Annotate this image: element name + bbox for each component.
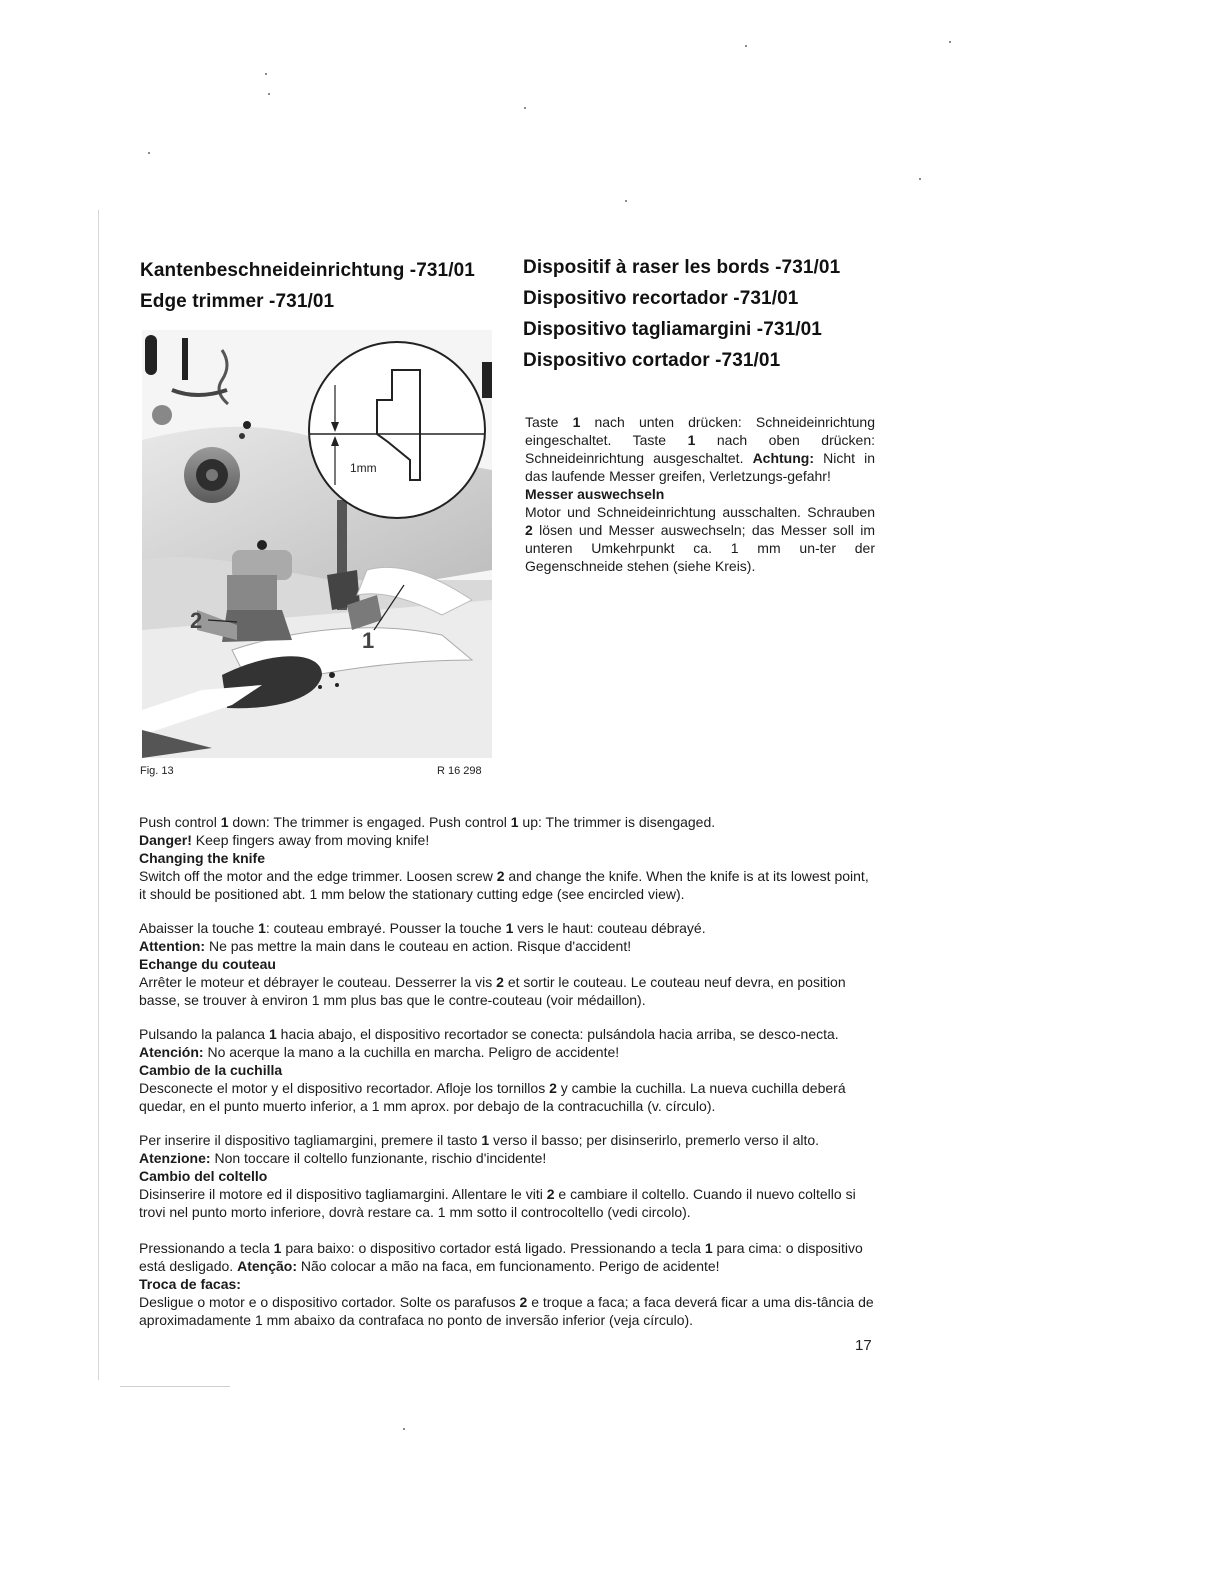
english-subheading: Changing the knife — [139, 850, 265, 866]
text: Push control — [139, 814, 221, 830]
warning-label: Atención: — [139, 1044, 204, 1060]
control-number: 1 — [269, 1026, 277, 1042]
control-number: 1 — [510, 814, 519, 830]
german-subheading: Messer auswechseln — [525, 486, 665, 502]
french-warning — [139, 937, 874, 955]
text: e troque a faca; a faca deverá ficar a uma dis-tância de aproximadamente 1 mm abaixo da contrafaca no ponto de inversão inferior (veja círculo). — [139, 1294, 874, 1328]
scan-speck — [268, 93, 270, 95]
text: nach unten drücken: Schneideinrichtung eingeschaltet. Taste — [525, 414, 875, 448]
control-number: 1 — [687, 432, 696, 448]
text: lösen und Messer auswechseln; das Messer soll im unteren Umkehrpunkt ca. 1 mm un-ter der Gegenschneide stehen (siehe Kreis). — [525, 522, 875, 574]
scan-speck — [919, 178, 921, 180]
heading-french: Dispositif à raser les bords -731/01 — [523, 257, 841, 278]
text: e cambiare il coltello. Cuando il nuevo coltello si trovi nel punto morto inferiore, dovrà restare ca. 1 mm sotto il controcoltello (vedi circolo). — [139, 1186, 856, 1220]
italian-paragraph-2 — [139, 1185, 874, 1221]
portuguese-instructions — [139, 1239, 874, 1329]
text: down: The trimmer is engaged. Push control — [228, 814, 511, 830]
italian-subheading: Cambio del coltello — [139, 1168, 268, 1184]
french-subheading: Echange du couteau — [139, 956, 276, 972]
text: para baixo: o dispositivo cortador está ligado. Pressionando a tecla — [281, 1240, 705, 1256]
text: Nicht in das laufende Messer greifen, Verletzungs-gefahr! — [525, 450, 875, 484]
inset-measure-label: 1mm — [350, 461, 377, 475]
control-number: 1 — [704, 1240, 713, 1256]
callout-1: 1 — [362, 628, 375, 653]
control-number: 1 — [572, 414, 581, 430]
screw-number: 2 — [546, 1186, 555, 1202]
figure-reference: R 16 298 — [437, 765, 482, 777]
scan-speck — [524, 107, 526, 109]
text: Taste — [525, 414, 573, 430]
text: y cambie la cuchilla. La nueva cuchilla deberá quedar, en el punto muerto inferior, a 1 mm aprox. por debajo de la contracuchilla (v. círculo). — [139, 1080, 846, 1114]
text: Pulsando la palanca — [139, 1026, 269, 1042]
german-paragraph-2 — [525, 503, 875, 575]
english-warning — [139, 831, 874, 849]
figure-label: Fig. 13 — [140, 765, 174, 777]
text: vers le haut: couteau débrayé. — [513, 920, 706, 936]
text: nach oben drücken: Schneideinrichtung ausgeschaltet. — [525, 432, 875, 466]
italian-instructions — [139, 1131, 874, 1221]
text: para cima: o dispositivo está desligado. — [139, 1240, 863, 1274]
french-paragraph-2 — [139, 973, 874, 1009]
text: Desligue o motor e o dispositivo cortador. Solte os parafusos — [139, 1294, 520, 1310]
heading-right — [523, 252, 840, 376]
scan-speck — [949, 41, 951, 43]
heading-portuguese: Dispositivo cortador -731/01 — [523, 350, 781, 371]
control-number: 1 — [505, 920, 514, 936]
page-number: 17 — [855, 1337, 872, 1354]
text: hacia abajo, el dispositivo recortador se conecta: pulsándola hacia arriba, se desco-necta. — [276, 1026, 839, 1042]
text: Keep fingers away from moving knife! — [191, 832, 430, 848]
control-number: 1 — [481, 1132, 490, 1148]
screw-number: 2 — [496, 868, 505, 884]
italian-paragraph-1 — [139, 1131, 874, 1167]
screw-number: 2 — [496, 974, 504, 990]
german-instructions — [525, 413, 875, 575]
control-number: 1 — [220, 814, 229, 830]
heading-english: Edge trimmer -731/01 — [140, 291, 335, 312]
warning-label: Atenzione: — [139, 1150, 211, 1166]
screw-number: 2 — [549, 1080, 557, 1096]
german-paragraph-1 — [525, 413, 875, 485]
text: Ne pas mettre la main dans le couteau en action. Risque d'accident! — [205, 938, 632, 954]
text: Switch off the motor and the edge trimmer. Loosen screw — [139, 868, 497, 884]
scan-bottom-line — [120, 1386, 230, 1387]
text: Motor und Schneideinrichtung ausschalten. Schrauben — [525, 504, 875, 520]
french-paragraph-1 — [139, 919, 874, 937]
control-number: 1 — [258, 920, 266, 936]
text: Não colocar a mão na faca, em funcionamento. Perigo de acidente! — [296, 1258, 720, 1274]
heading-left — [140, 255, 475, 317]
text: et sortir le couteau. Le couteau neuf devra, en position basse, se trouver à environ 1 mm plus bas que le contre-couteau (voir médaillon). — [139, 974, 846, 1008]
english-instructions — [139, 813, 874, 903]
scan-speck — [403, 1428, 405, 1430]
warning-label: Danger! — [139, 832, 192, 848]
heading-spanish: Dispositivo recortador -731/01 — [523, 288, 799, 309]
edge-trimmer-illustration — [142, 330, 492, 758]
portuguese-subheading: Troca de facas: — [139, 1276, 241, 1292]
heading-italian: Dispositivo tagliamargini -731/01 — [523, 319, 822, 340]
text: Pressionando a tecla — [139, 1240, 274, 1256]
text: Disinserire il motore ed il dispositivo tagliamargini. Allentare le viti — [139, 1186, 547, 1202]
text: and change the knife. When the knife is at its lowest point, it should be positioned abt. 1 mm below the stationary cutting edge (see encircled view). — [139, 868, 869, 902]
spanish-subheading: Cambio de la cuchilla — [139, 1062, 283, 1078]
french-instructions — [139, 919, 874, 1009]
scan-speck — [265, 73, 267, 75]
text: Non toccare il coltello funzionante, rischio d'incidente! — [210, 1150, 547, 1166]
english-paragraph-1 — [139, 813, 874, 831]
text: : couteau embrayé. Pousser la touche — [265, 920, 506, 936]
text: Per inserire il dispositivo tagliamargini, premere il tasto — [139, 1132, 482, 1148]
warning-label: Atenção: — [237, 1258, 297, 1274]
heading-german: Kantenbeschneideinrichtung -731/01 — [140, 260, 475, 281]
screw-number: 2 — [525, 522, 533, 538]
english-paragraph-2 — [139, 867, 874, 903]
scan-speck — [745, 45, 747, 47]
text: up: The trimmer is disengaged. — [518, 814, 716, 830]
portuguese-paragraph-1 — [139, 1239, 874, 1275]
figure-edge-trimmer-photo — [142, 330, 492, 758]
portuguese-paragraph-2 — [139, 1293, 874, 1329]
warning-label: Attention: — [139, 938, 206, 954]
warning-label: Achtung: — [752, 450, 814, 466]
text: No acerque la mano a la cuchilla en marcha. Peligro de accidente! — [203, 1044, 620, 1060]
spanish-paragraph-2 — [139, 1079, 874, 1115]
text: verso il basso; per disinserirlo, premerlo verso il alto. — [489, 1132, 820, 1148]
screw-number: 2 — [519, 1294, 528, 1310]
text: Desconecte el motor y el dispositivo recortador. Afloje los tornillos — [139, 1080, 550, 1096]
scan-speck — [625, 200, 627, 202]
callout-2: 2 — [190, 608, 203, 633]
scan-margin-line — [98, 210, 99, 1380]
spanish-instructions — [139, 1025, 874, 1115]
text: Abaisser la touche — [139, 920, 259, 936]
spanish-paragraph-1 — [139, 1025, 874, 1061]
control-number: 1 — [273, 1240, 282, 1256]
text: Arrêter le moteur et débrayer le couteau. Desserrer la vis — [139, 974, 497, 990]
scan-speck — [148, 152, 150, 154]
